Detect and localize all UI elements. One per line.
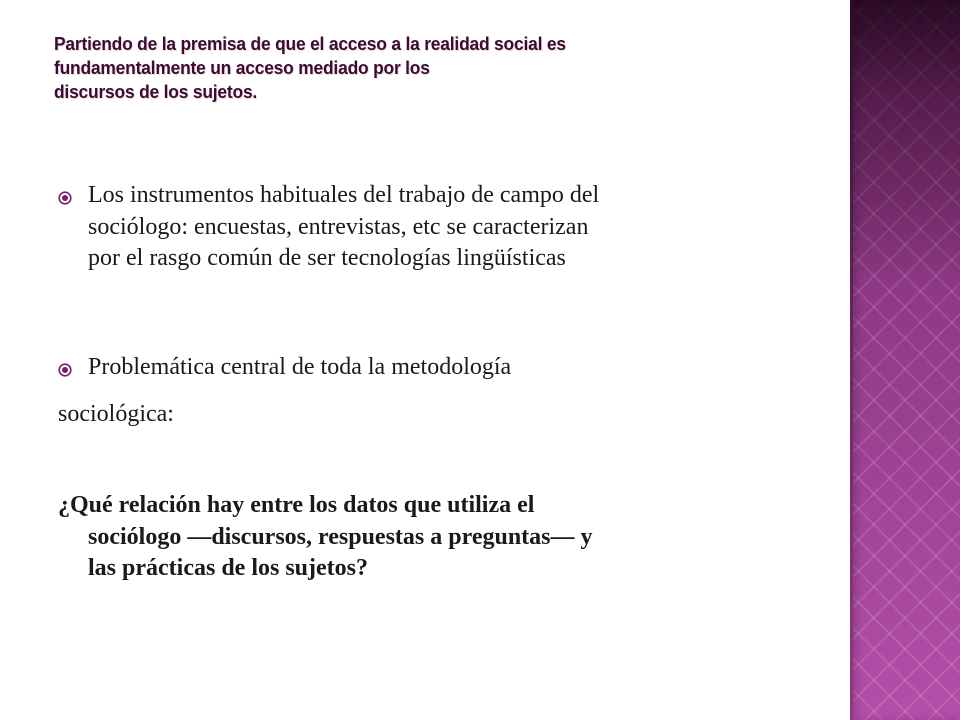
bullet-text-line-1: Los instrumentos habituales del trabajo de campo del [88, 182, 600, 208]
bullet-row [58, 352, 838, 384]
bullet-item-problematica [58, 352, 838, 384]
question-line-1: ¿Qué relación hay entre los datos que utiliza el [58, 492, 535, 518]
bullet-text-line-2: sociólogo: encuestas, entrevistas, etc se caracterizan [88, 213, 589, 240]
slide-title-line-3: discursos de los sujetos. [54, 81, 258, 102]
decorative-side-panel [850, 0, 960, 720]
bullet-item-instruments [58, 180, 838, 275]
continuation-text [58, 399, 838, 431]
question-line-3: las prácticas de los sujetos? [88, 555, 368, 581]
circled-dot-bullet-icon [58, 363, 72, 377]
continuation-line: sociológica: [58, 401, 174, 427]
bullet-text-line-1: Problemática central de toda la metodología [88, 354, 512, 380]
question-line-2: sociólogo —discursos, respuestas a preguntas— y [88, 523, 593, 550]
question-paragraph [58, 490, 838, 585]
bullet-row [58, 180, 838, 275]
bullet-text-line-3: por el rasgo común de ser tecnologías lingüísticas [88, 245, 566, 271]
circled-dot-bullet-icon [58, 191, 72, 205]
slide-title-line-1: Partiendo de la premisa de que el acceso a la realidad social es [54, 33, 566, 54]
side-panel-edge [850, 0, 853, 720]
slide-title-line-2: fundamentalmente un acceso mediado por los [54, 57, 430, 78]
